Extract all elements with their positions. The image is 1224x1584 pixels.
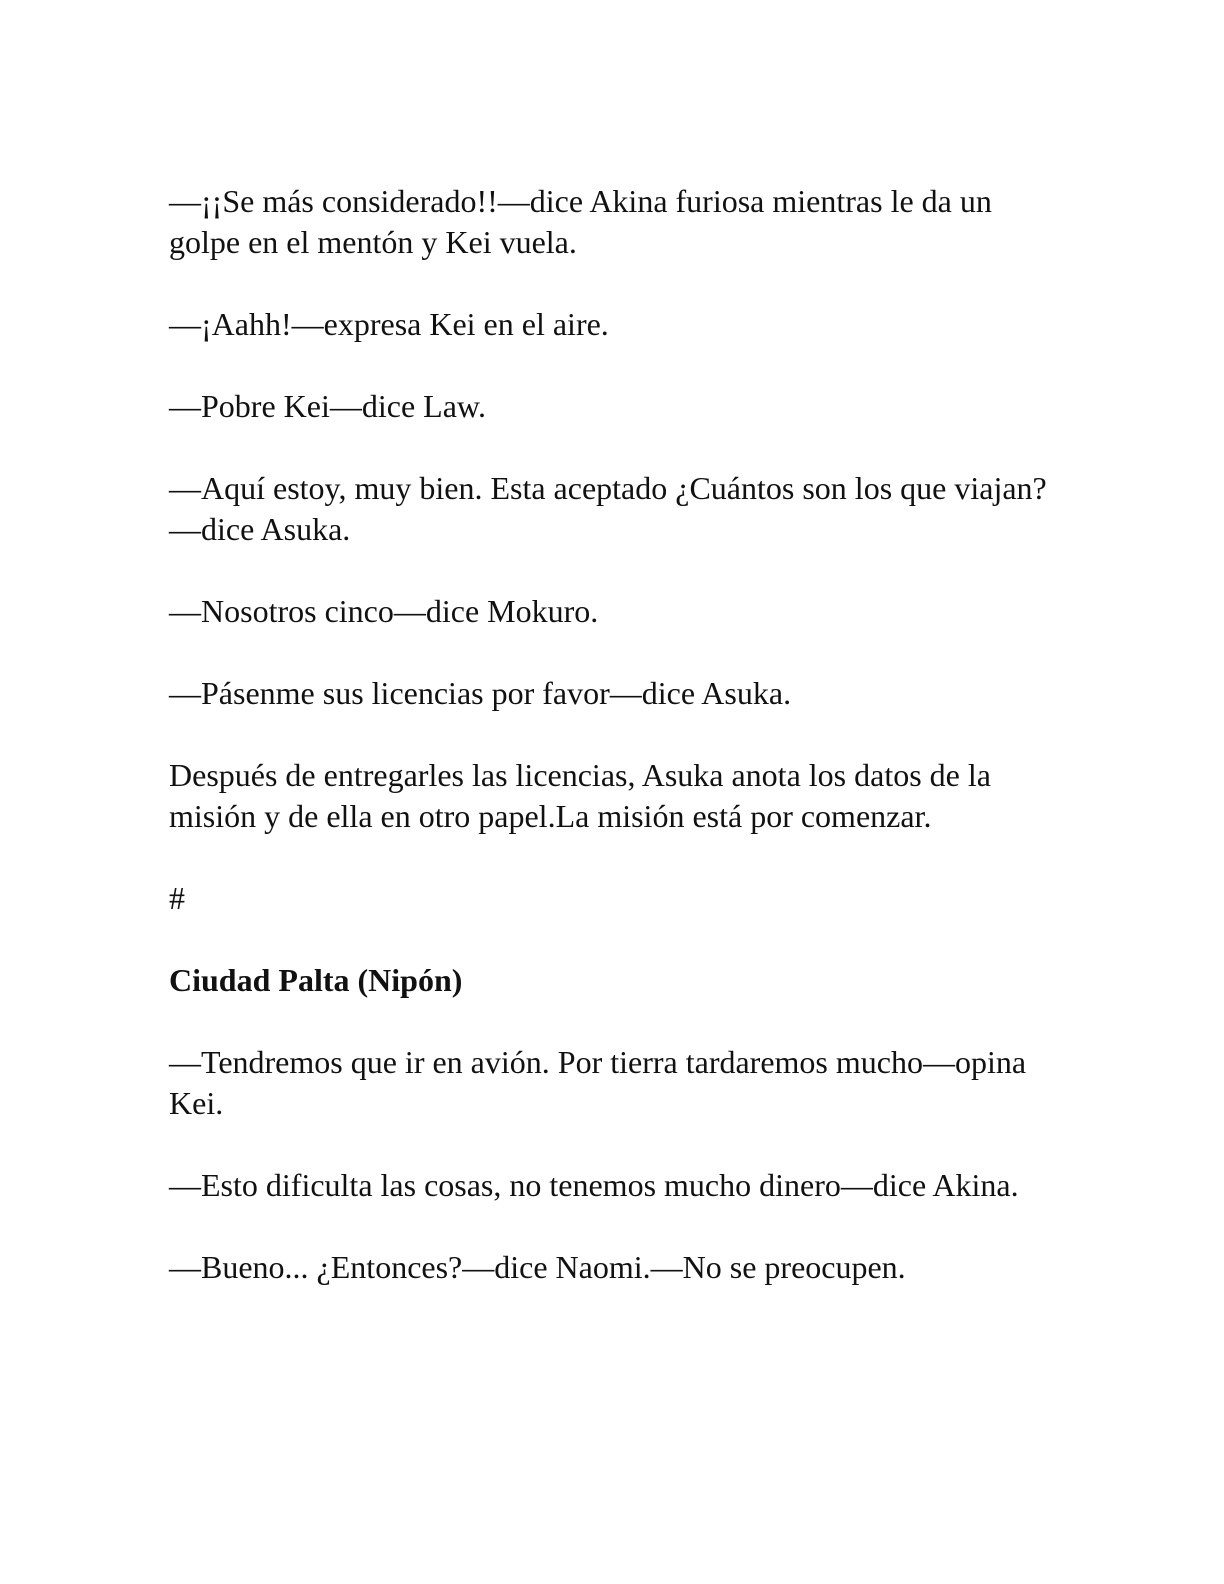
paragraph: —Esto dificulta las cosas, no tenemos mucho dinero—dice Akina.: [169, 1167, 1019, 1203]
document-body: [169, 181, 1069, 1329]
paragraph: —Aquí estoy, muy bien. Esta aceptado ¿Cuántos son los que viajan?—dice Asuka.: [169, 470, 1047, 547]
paragraph: —Pásenme sus licencias por favor—dice Asuka.: [169, 675, 792, 711]
paragraph: Después de entregarles las licencias, Asuka anota los datos de la misión y de ella en otro papel.La misión está por comenzar.: [169, 757, 991, 834]
paragraph: —Tendremos que ir en avión. Por tierra tardaremos mucho—opina Kei.: [169, 1044, 1027, 1121]
paragraph: —Pobre Kei—dice Law.: [169, 388, 486, 424]
paragraph: —¡Aahh!—expresa Kei en el aire.: [169, 306, 609, 342]
paragraph: —Bueno... ¿Entonces?—dice Naomi.—No se preocupen.: [169, 1249, 906, 1285]
paragraph: —¡¡Se más considerado!!—dice Akina furiosa mientras le da un golpe en el mentón y Kei vuela.: [169, 183, 992, 260]
paragraph: —Nosotros cinco—dice Mokuro.: [169, 593, 599, 629]
section-heading: Ciudad Palta (Nipón): [169, 962, 463, 998]
scene-break: #: [169, 880, 185, 916]
